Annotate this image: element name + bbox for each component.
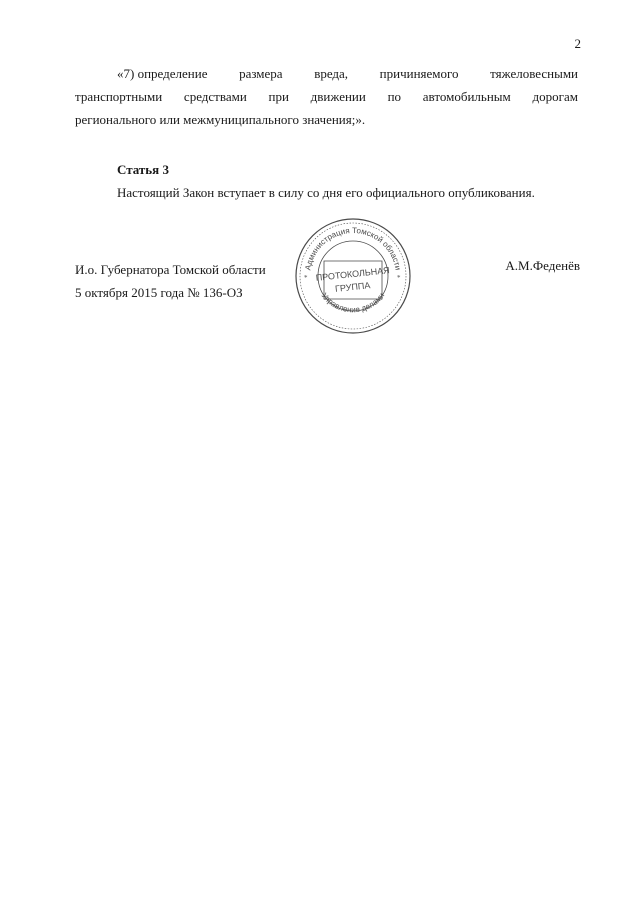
clause-7-line-1	[75, 62, 578, 85]
clause-7-paragraph	[75, 62, 578, 131]
signature-block	[75, 258, 266, 304]
law-date-number: 5 октября 2015 года № 136-ОЗ	[75, 285, 243, 300]
clause-7-word: при	[268, 89, 289, 104]
clause-7-line-2	[75, 85, 578, 108]
clause-7-word: автомобильным	[422, 89, 511, 104]
stamp-star-left-icon: *	[304, 274, 308, 282]
stamp-center-line-2: ГРУППА	[334, 280, 371, 294]
clause-7-word: вреда,	[314, 66, 349, 81]
stamp-seal-icon	[294, 217, 412, 335]
article-3	[117, 158, 535, 204]
signatory-position: И.о. Губернатора Томской области	[75, 262, 266, 277]
clause-7-word: размера	[239, 66, 283, 81]
signatory-name: А.М.Феденёв	[505, 258, 580, 273]
stamp-star-right-icon: *	[397, 274, 401, 282]
stamp-outer-top-text: Администрация Томской области	[303, 225, 403, 271]
clause-7-word: тяжеловесными	[490, 66, 578, 81]
clause-7-word: средствами	[183, 89, 247, 104]
clause-7-word: по	[387, 89, 402, 104]
article-3-text: Настоящий Закон вступает в силу со дня его официального опубликования.	[117, 185, 535, 200]
clause-7-word: причиняемого	[379, 66, 459, 81]
clause-7-word: дорогам	[532, 89, 578, 104]
clause-7-line-3: регионального или межмуниципального значения;».	[75, 112, 366, 127]
clause-7-word: «7) определение	[117, 66, 208, 81]
clause-7-word: движении	[310, 89, 366, 104]
clause-7-word: транспортными	[75, 89, 163, 104]
stamp-center-line-1: ПРОТОКОЛЬНАЯ	[315, 265, 391, 283]
article-3-title: Статья 3	[117, 162, 169, 177]
stamp-outer-bottom-text: Управление делами	[319, 291, 387, 315]
page-number: 2	[574, 36, 581, 51]
official-stamp	[294, 217, 412, 335]
